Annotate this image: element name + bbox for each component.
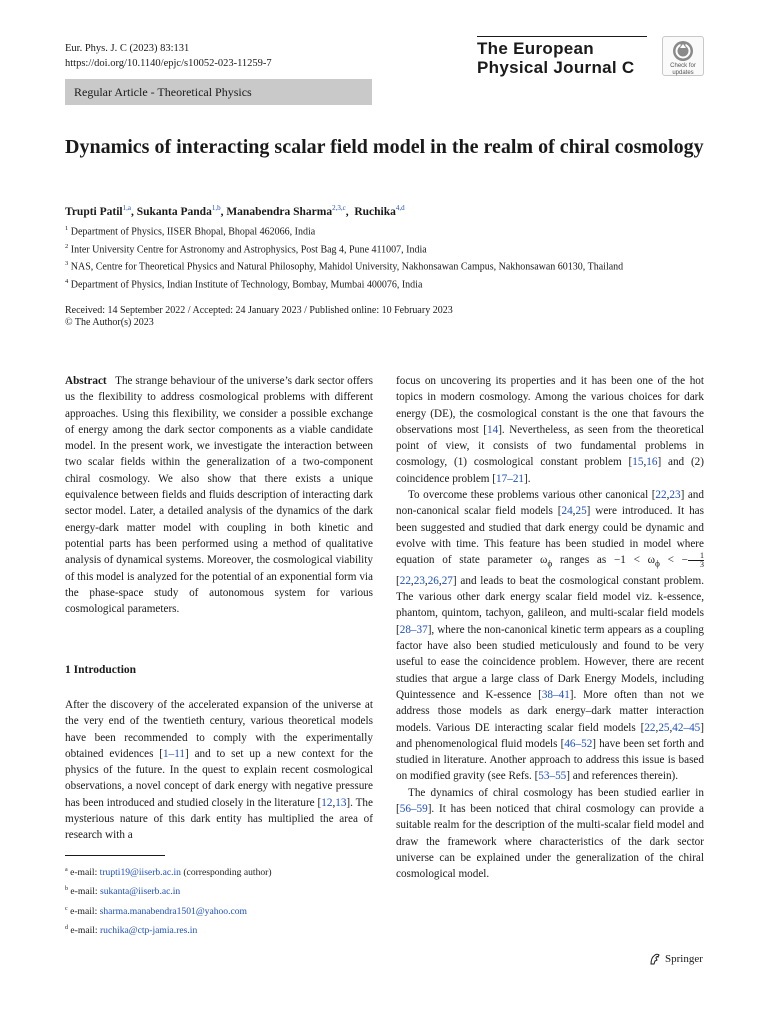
author-affiliation-link[interactable]: 1,b	[211, 204, 221, 212]
footnote-item: $^c$ e-mail: sharma.manabendra1501@yahoo.com	[65, 905, 248, 918]
article-type-banner: Regular Article - Theoretical Physics	[65, 79, 372, 105]
right-column-text	[396, 373, 704, 883]
citation-link[interactable]: 22	[655, 489, 667, 502]
affiliation-item: $^3$ NAS, Centre for Theoretical Physics and Natural Philosophy, Mahidol University, Nakhonsawan Campus, Nakhonsawan 60130, Thailand	[65, 260, 624, 273]
email-link[interactable]: ruchika@ctp-jamia.res.in	[99, 925, 198, 937]
author-name: Trupti Patil	[65, 205, 123, 218]
citation-link[interactable]: 13	[335, 796, 347, 809]
citation-link[interactable]: 17–21	[496, 472, 524, 485]
author-affiliation-link[interactable]: 2,3,c	[332, 204, 346, 212]
footnote-item: $^d$ e-mail: ruchika@ctp-jamia.res.in	[65, 925, 198, 937]
intro-paragraph-1: After the discovery of the accelerated expansion of the universe at the very end of the twentieth century, various theoretical models have been recommended to comply with the experimentally obtained evidences [1–11] and to set up a new context for the physics of the future. In the quest to explain recent cosmological observations, a novel concept of dark energy with negative pressure has been introduced and studied closely in the literature [12,13]. The mysterious nature of this dark entity has multiplied the area of research with a	[65, 699, 373, 842]
citation-link[interactable]: 22	[644, 721, 656, 734]
check-updates-line1: Check for	[670, 63, 696, 69]
footnote-item: $^b$ e-mail: sukanta@iiserb.ac.in	[65, 886, 181, 898]
affiliation-item: $^1$ Department of Physics, IISER Bhopal, Bhopal 462066, India	[65, 225, 316, 238]
author-name: Manabendra Sharma	[226, 205, 333, 218]
email-link[interactable]: sharma.manabendra1501@yahoo.com	[99, 906, 248, 918]
author-affiliation-link[interactable]: 4,d	[395, 204, 405, 212]
history-dates: Received: 14 September 2022 / Accepted: 24 January 2023 / Published online: 10 February 2023	[65, 305, 453, 316]
citation-link[interactable]: 46–52	[564, 737, 593, 750]
author-affiliation-link[interactable]: 1,a	[122, 204, 131, 212]
abstract	[65, 373, 373, 617]
citation-link[interactable]: 53–55	[538, 770, 567, 783]
doi-link[interactable]: https://doi.org/10.1140/epjc/s10052-023-11259-7	[65, 58, 272, 69]
affiliation-item: $^4$ Department of Physics, Indian Institute of Technology, Bombay, Mumbai 400076, India	[65, 278, 423, 291]
citation-link[interactable]: 27	[441, 574, 453, 587]
citation-link[interactable]: 28–37	[399, 623, 428, 636]
intro-paragraph-3: To overcome these problems various other canonical [22,23] and non-canonical scalar field models [24,25] were introduced. It has been suggested and studied that dark energy could be dynamic and evolve with time. This feature has been studied in model where equation of state parameter $\omega_\phi$ ranges as $-1 < \omega_\phi$ < − $\frac{1}{3}$ [22,23,26,27] and leads to beat the cosmological constant problem. The various other dark energy scalar field model viz. k-essence, phantom, quintom, tachyon, galileon, and multi-scalar field models [28–37], where the non-canonical kinetic term appears as a coupling factor have also been studied meticulously and found to be very useful to ease the coincidence problem. However, there are recent studies that argue a large class of Dark Energy Models, including Quintessence and K-essence [38–41]. More often than not we address those models as dark energy–dark matter interaction models. Various DE interacting scalar field models [22,25,42–45] and phenomenological fluid models [46–52] have been set forth and studied in literature. Another approach to address this issue is based on modified gravity (see Refs. [53–55] and references therein).	[396, 489, 705, 783]
email-link[interactable]: trupti19@iiserb.ac.in	[99, 867, 181, 879]
citation-link[interactable]: 25	[575, 505, 587, 518]
footnote-divider	[65, 855, 165, 856]
copyright: © The Author(s) 2023	[65, 316, 154, 328]
affiliations	[65, 222, 623, 293]
author-name: Ruchika	[354, 205, 396, 218]
author-list: Trupti Patil$^{1,a}$, Sukanta Panda$^{1,b}$, Manabendra Sharma$^{2,3,c}$, Ruchika$^{4,d}$	[65, 204, 405, 218]
citation-link[interactable]: 1–11	[163, 747, 185, 760]
author-name: Sukanta Panda	[136, 205, 212, 218]
abstract-text: The strange behaviour of the universe’s dark sector offers us the flexibility to address cosmological problems with different approaches. Using this flexibility, we consider a possible exchange of energy among the dark sector components as a viable candidate model. In the present work, we investigate the interaction between two scalar fields within the generalization of a two-component chiral cosmology. We also show that there exists a unique equivalence between fields and fluids description of interacting dark sector model. Later, a detailed analysis of the dynamics of the dark energy-dark matter model with coupling in both kinetic and potential parts has been performed using a method of qualitative analysis of dynamical systems. Moreover, the cosmological viability of this model is analyzed for the potential of an exponential form via the phase-space study of autonomous system for various cosmological parameters.	[65, 375, 373, 616]
citation-link[interactable]: 23	[413, 574, 425, 587]
footnote-item: $^a$ e-mail: trupti19@iiserb.ac.in (corresponding author)	[65, 867, 272, 879]
abstract-heading: Abstract	[65, 375, 107, 387]
citation-link[interactable]: 22	[399, 574, 411, 587]
citation-link[interactable]: 15	[632, 456, 644, 469]
journal-citation	[65, 41, 272, 71]
citation-link[interactable]: 26	[427, 574, 439, 587]
affiliation-item: $^2$ Inter University Centre for Astronomy and Astrophysics, Post Bag 4, Pune 411007, India	[65, 242, 427, 256]
citation-link[interactable]: 14	[487, 423, 499, 436]
citation-link[interactable]: 38–41	[541, 688, 570, 701]
email-link[interactable]: sukanta@iiserb.ac.in	[99, 886, 181, 898]
citation-link[interactable]: 24	[561, 505, 573, 518]
citation-link[interactable]: 42–45	[672, 721, 701, 734]
springer-horse-icon	[648, 952, 662, 966]
intro-paragraph-4: The dynamics of chiral cosmology has been studied earlier in [56–59]. It has been noticed that chiral cosmology can provide a suitable realm for the description of the multi-scalar field model and draw the framework where characteristics of the dark sector universe can be explained under the generalization of the chiral cosmological model.	[396, 786, 704, 881]
check-updates-line2: updates	[672, 69, 694, 76]
check-updates-icon	[672, 40, 694, 62]
journal-logo	[477, 36, 647, 77]
publication-dates	[65, 305, 453, 328]
publisher-name: Springer	[665, 953, 703, 965]
paper-title: Dynamics of interacting scalar field model in the realm of chiral cosmology	[65, 136, 704, 158]
footnotes	[65, 862, 272, 940]
citation-link[interactable]: 16	[646, 456, 658, 469]
section-heading-introduction: 1 Introduction	[65, 664, 137, 676]
citation-line: Eur. Phys. J. C (2023) 83:131	[65, 43, 190, 54]
citation-link[interactable]: 23	[669, 489, 681, 502]
journal-title-line2: Physical Journal C	[477, 58, 635, 77]
citation-link[interactable]: 56–59	[399, 803, 428, 816]
publisher-logo	[648, 952, 703, 966]
check-for-updates-badge[interactable]	[662, 36, 704, 76]
fraction: $\frac{1}{3}$	[688, 552, 704, 569]
intro-paragraph-2: focus on uncovering its properties and it has been one of the hot topics in modern cosmology. Among the various choices for dark energy (DE), the cosmological constant is the one that favours the observations most [14]. Nevertheless, as seen from the theoretical point of view, it consists of two fundamental problems in cosmology, (1) cosmological constant problem [15,16] and (2) coincidence problem [17–21].	[396, 375, 704, 485]
citation-link[interactable]: 25	[658, 721, 670, 734]
journal-title-line1: The European	[477, 39, 594, 58]
citation-link[interactable]: 12	[321, 796, 333, 809]
